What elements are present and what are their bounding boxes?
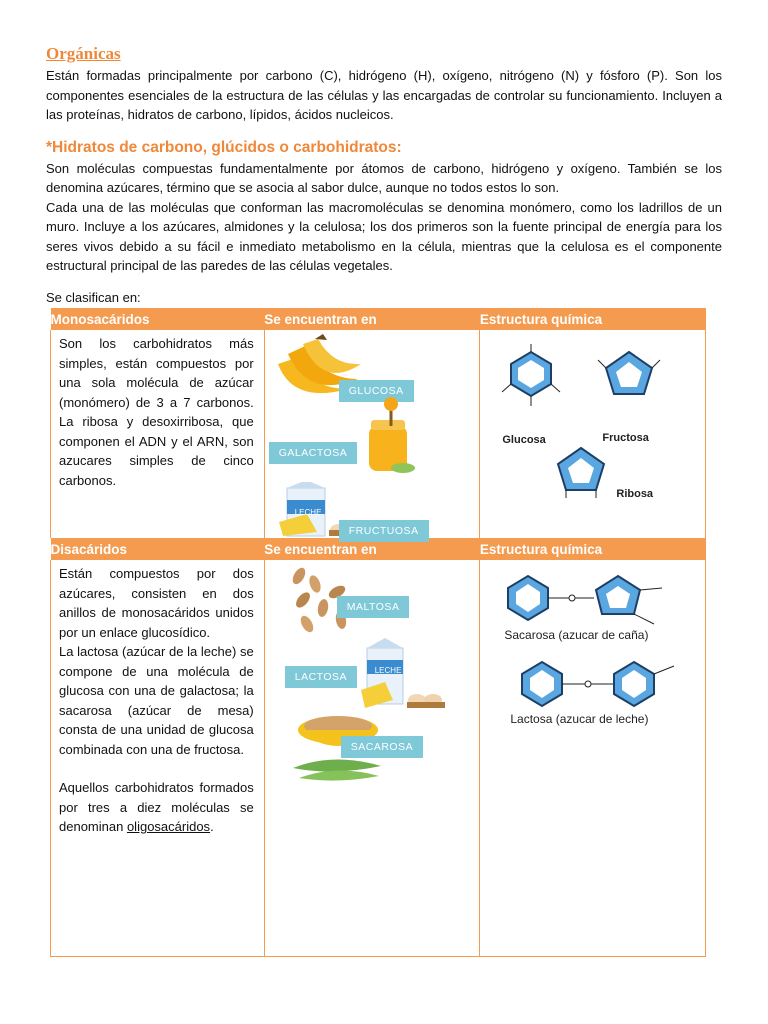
clasifican-text: Se clasifican en: bbox=[46, 289, 141, 305]
mono-description: Son los carbohidratos más simples, están compuestos por una sola molécula de azúcar (monómero) de 3 a 7 carbonos. La ribosa y desoxirribosa, que componen el ADN y el ARN, son azucares simples de cinco carbonos. bbox=[59, 336, 254, 488]
fructose-ring-icon bbox=[596, 344, 662, 408]
section-title-organicas: Orgánicas bbox=[46, 44, 121, 63]
hidratos-paragraph-1: Son moléculas compuestas fundamentalmente por átomos de carbono, hidrógeno y oxígeno. También se los denomina azúcares, término que se asocia al sabor dulce, aunque no todos estos lo son. bbox=[46, 160, 722, 195]
mono-header-row bbox=[51, 308, 706, 330]
oligosacaridos-link: oligosacáridos bbox=[126, 819, 211, 834]
label-ribosa: Ribosa bbox=[616, 488, 654, 500]
mono-col3-header: Estructura química bbox=[480, 308, 706, 330]
milk-carton-image bbox=[361, 638, 447, 710]
subtitle-hidratos: *Hidratos de carbono, glúcidos o carbohidratos: bbox=[46, 138, 402, 156]
di-header: Disacáridos bbox=[51, 538, 265, 560]
di-description bbox=[51, 560, 264, 837]
label-lactosa: Lactosa (azucar de leche) bbox=[510, 712, 649, 726]
di-text-3 bbox=[59, 778, 254, 837]
label-glucosa: Glucosa bbox=[502, 434, 546, 446]
sucrose-structure-icon bbox=[494, 566, 690, 632]
di-col2-header: Se encuentran en bbox=[264, 538, 480, 560]
tag-maltosa: MALTOSA bbox=[337, 596, 410, 618]
tag-glucosa: GLUCOSA bbox=[339, 380, 414, 402]
label-fructosa: Fructosa bbox=[602, 432, 649, 444]
mono-structures bbox=[480, 330, 705, 538]
mono-body-row bbox=[51, 330, 706, 538]
hidratos-paragraph-2: Cada una de las moléculas que conforman las macromoléculas se denomina monómero, como los ladrillos de un muro. Incluye a los azúcares, almidones y la celulosa; los dos primeros son la fuente principal de energía para los seres vivos debido a su fácil e inmediato metabolismo en la célula, mientras que la celulosa es el componente estructural principal de las paredes de las células vegetales. bbox=[46, 199, 722, 273]
glucose-ring-icon bbox=[496, 342, 566, 410]
di-text-1: Están compuestos por dos azúcares, consisten en dos anillos de monosacáridos unidos por un enlace glucosídico. bbox=[59, 566, 254, 640]
organicas-text: Están formadas principalmente por carbono (C), hidrógeno (H), oxígeno, nitrógeno (N) y fósforo (P). Son los componentes esenciales de la estructura de las células y las encargadas de controlar su funcionamiento. Incluyen a las proteínas, hidratos de carbono, lípidos, ácidos nucleicos. bbox=[46, 68, 722, 122]
tag-fructuosa: FRUCTUOSA bbox=[339, 520, 429, 542]
label-sacarosa: Sacarosa (azucar de caña) bbox=[504, 628, 649, 642]
classification-table bbox=[50, 308, 706, 957]
di-body-row bbox=[51, 560, 706, 957]
tag-lactosa: LACTOSA bbox=[285, 666, 357, 688]
honey-image bbox=[351, 396, 421, 476]
tag-sacarosa: SACAROSA bbox=[341, 736, 423, 758]
lactose-structure-icon bbox=[508, 652, 688, 718]
mono-col2-header: Se encuentran en bbox=[264, 308, 480, 330]
ribose-ring-icon bbox=[548, 440, 614, 500]
milk-label: LECHE bbox=[294, 508, 322, 517]
di-text-3-post: . bbox=[210, 819, 214, 834]
di-col3-header: Estructura química bbox=[480, 538, 706, 560]
mono-header: Monosacáridos bbox=[51, 308, 265, 330]
mono-sources bbox=[265, 330, 480, 538]
di-milk-label: LECHE bbox=[374, 666, 402, 675]
tag-galactosa: GALACTOSA bbox=[269, 442, 358, 464]
document-page bbox=[46, 44, 722, 307]
di-text-2: La lactosa (azúcar de la leche) se compone de una molécula de glucosa con una de galactosa; la sacarosa (azúcar de mesa) consta de una unidad de glucosa combinada con una de fructosa. bbox=[59, 644, 254, 757]
di-sources bbox=[265, 560, 480, 956]
di-structures bbox=[480, 560, 705, 956]
di-text-3-pre: Aquellos carbohidratos formados por tres a diez moléculas se denominan bbox=[59, 780, 254, 834]
